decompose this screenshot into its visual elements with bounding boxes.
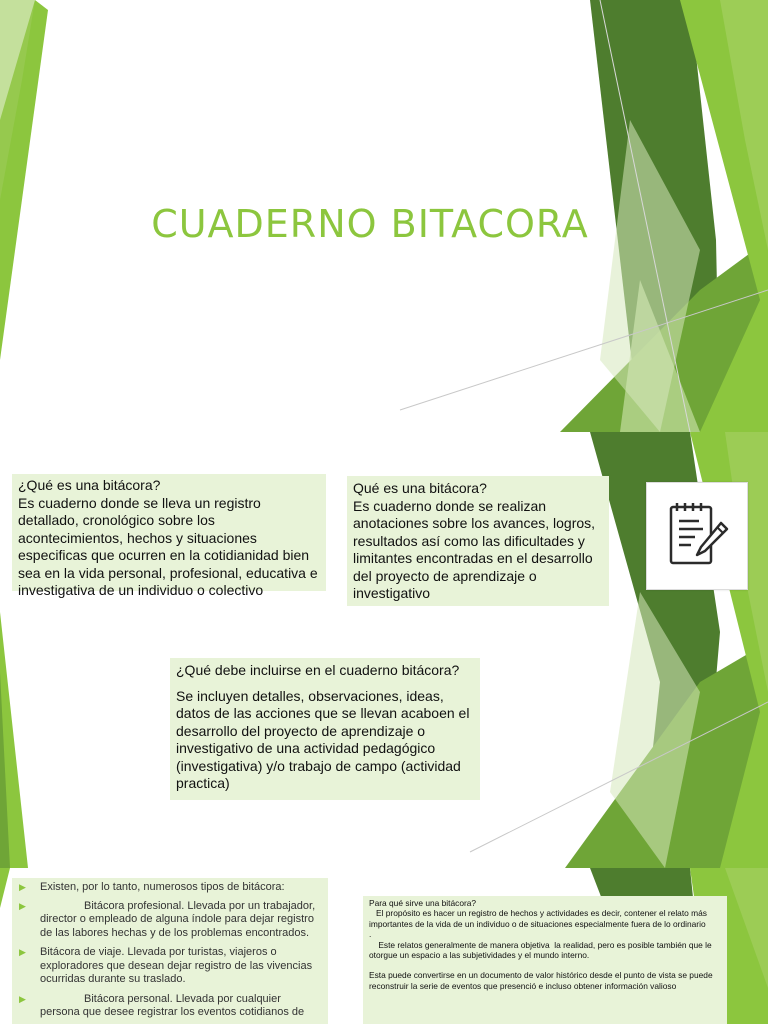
types-list xyxy=(12,878,328,1024)
purpose-paragraph-2-prefix: . xyxy=(369,929,372,940)
notepad-with-pencil-icon xyxy=(665,501,729,571)
slide-title: CUADERNO BITACORA xyxy=(151,202,589,246)
list-item: ▶ Existen, por lo tanto, numerosos tipos de bitácora: xyxy=(19,881,285,893)
definition-box-1 xyxy=(12,474,326,598)
purpose-box xyxy=(363,896,727,1024)
purpose-paragraph-3: Esta puede convertirse en un documento de valor histórico desde el punto de vista se puede reconstruir la serie de eventos que presenció e incluso obtener información valioso xyxy=(369,970,713,991)
definition-answer-1: Es cuaderno donde se lleva un registro detallado, cronológico sobre los acontecimientos, hechos y situaciones especificas que ocurren en la cotidianidad bien sea en la vida personal, profesional, educativa e investigativa de un individuo o colectivo xyxy=(18,494,318,598)
purpose-paragraph-2: Este relatos generalmente de manera objetiva la realidad, pero es posible también que le otorgue un espacio a las subjetividades y el mundo interno. xyxy=(369,939,714,961)
list-item: ▶ Bitácora personal. Llevada por cualquier persona que desee registrar los eventos cotidianos de xyxy=(19,992,305,1018)
triangle-bullet-icon: ▶ xyxy=(19,947,26,957)
triangle-bullet-icon: ▶ xyxy=(19,993,26,1004)
include-box xyxy=(170,658,480,800)
include-answer: Se incluyen detalles, observaciones, ideas, datos de las acciones que se llevan acaboen el desarrollo del proyecto de aprendizaje o investigativo de una actividad pedagógico (investigativa) y/o trabajo de campo (actividad practica) xyxy=(176,687,470,791)
triangle-bullet-icon: ▶ xyxy=(19,882,26,892)
definition-box-2 xyxy=(347,476,609,606)
notepad-icon-card xyxy=(646,482,748,590)
definition-answer-2: Es cuaderno donde se realizan anotaciones sobre los avances, logros, resultados así como las dificultades y limitantes encontradas en el desarrollo del proyecto de aprendizaje o investigativo xyxy=(353,497,596,601)
list-item: ▶ Bitácora profesional. Llevada por un trabajador, director o empleado de alguna índole para dejar registro de las labores hechas y de los problemas encontrados. xyxy=(19,899,316,939)
types-slide xyxy=(0,868,768,1024)
list-item: ▶ Bitácora de viaje. Llevada por turistas, viajeros o exploradores que desean dejar registro de las vivencias ocurridas durante su traslado. xyxy=(19,946,313,985)
purpose-question: Para qué sirve una bitácora? xyxy=(369,898,477,908)
purpose-paragraph-1: El propósito es hacer un registro de hechos y actividades es decir, contener el relato más importantes de la vida de un individuo o de situaciones especialmente fuera de lo ordinario xyxy=(369,908,710,929)
definition-question-1: ¿Qué es una bitácora? xyxy=(18,477,161,493)
definitions-slide xyxy=(0,432,768,868)
triangle-bullet-icon: ▶ xyxy=(19,900,26,911)
title-slide xyxy=(0,0,768,432)
definition-question-2: Qué es una bitácora? xyxy=(353,480,487,496)
include-question: ¿Qué debe incluirse en el cuaderno bitácora? xyxy=(176,662,460,678)
